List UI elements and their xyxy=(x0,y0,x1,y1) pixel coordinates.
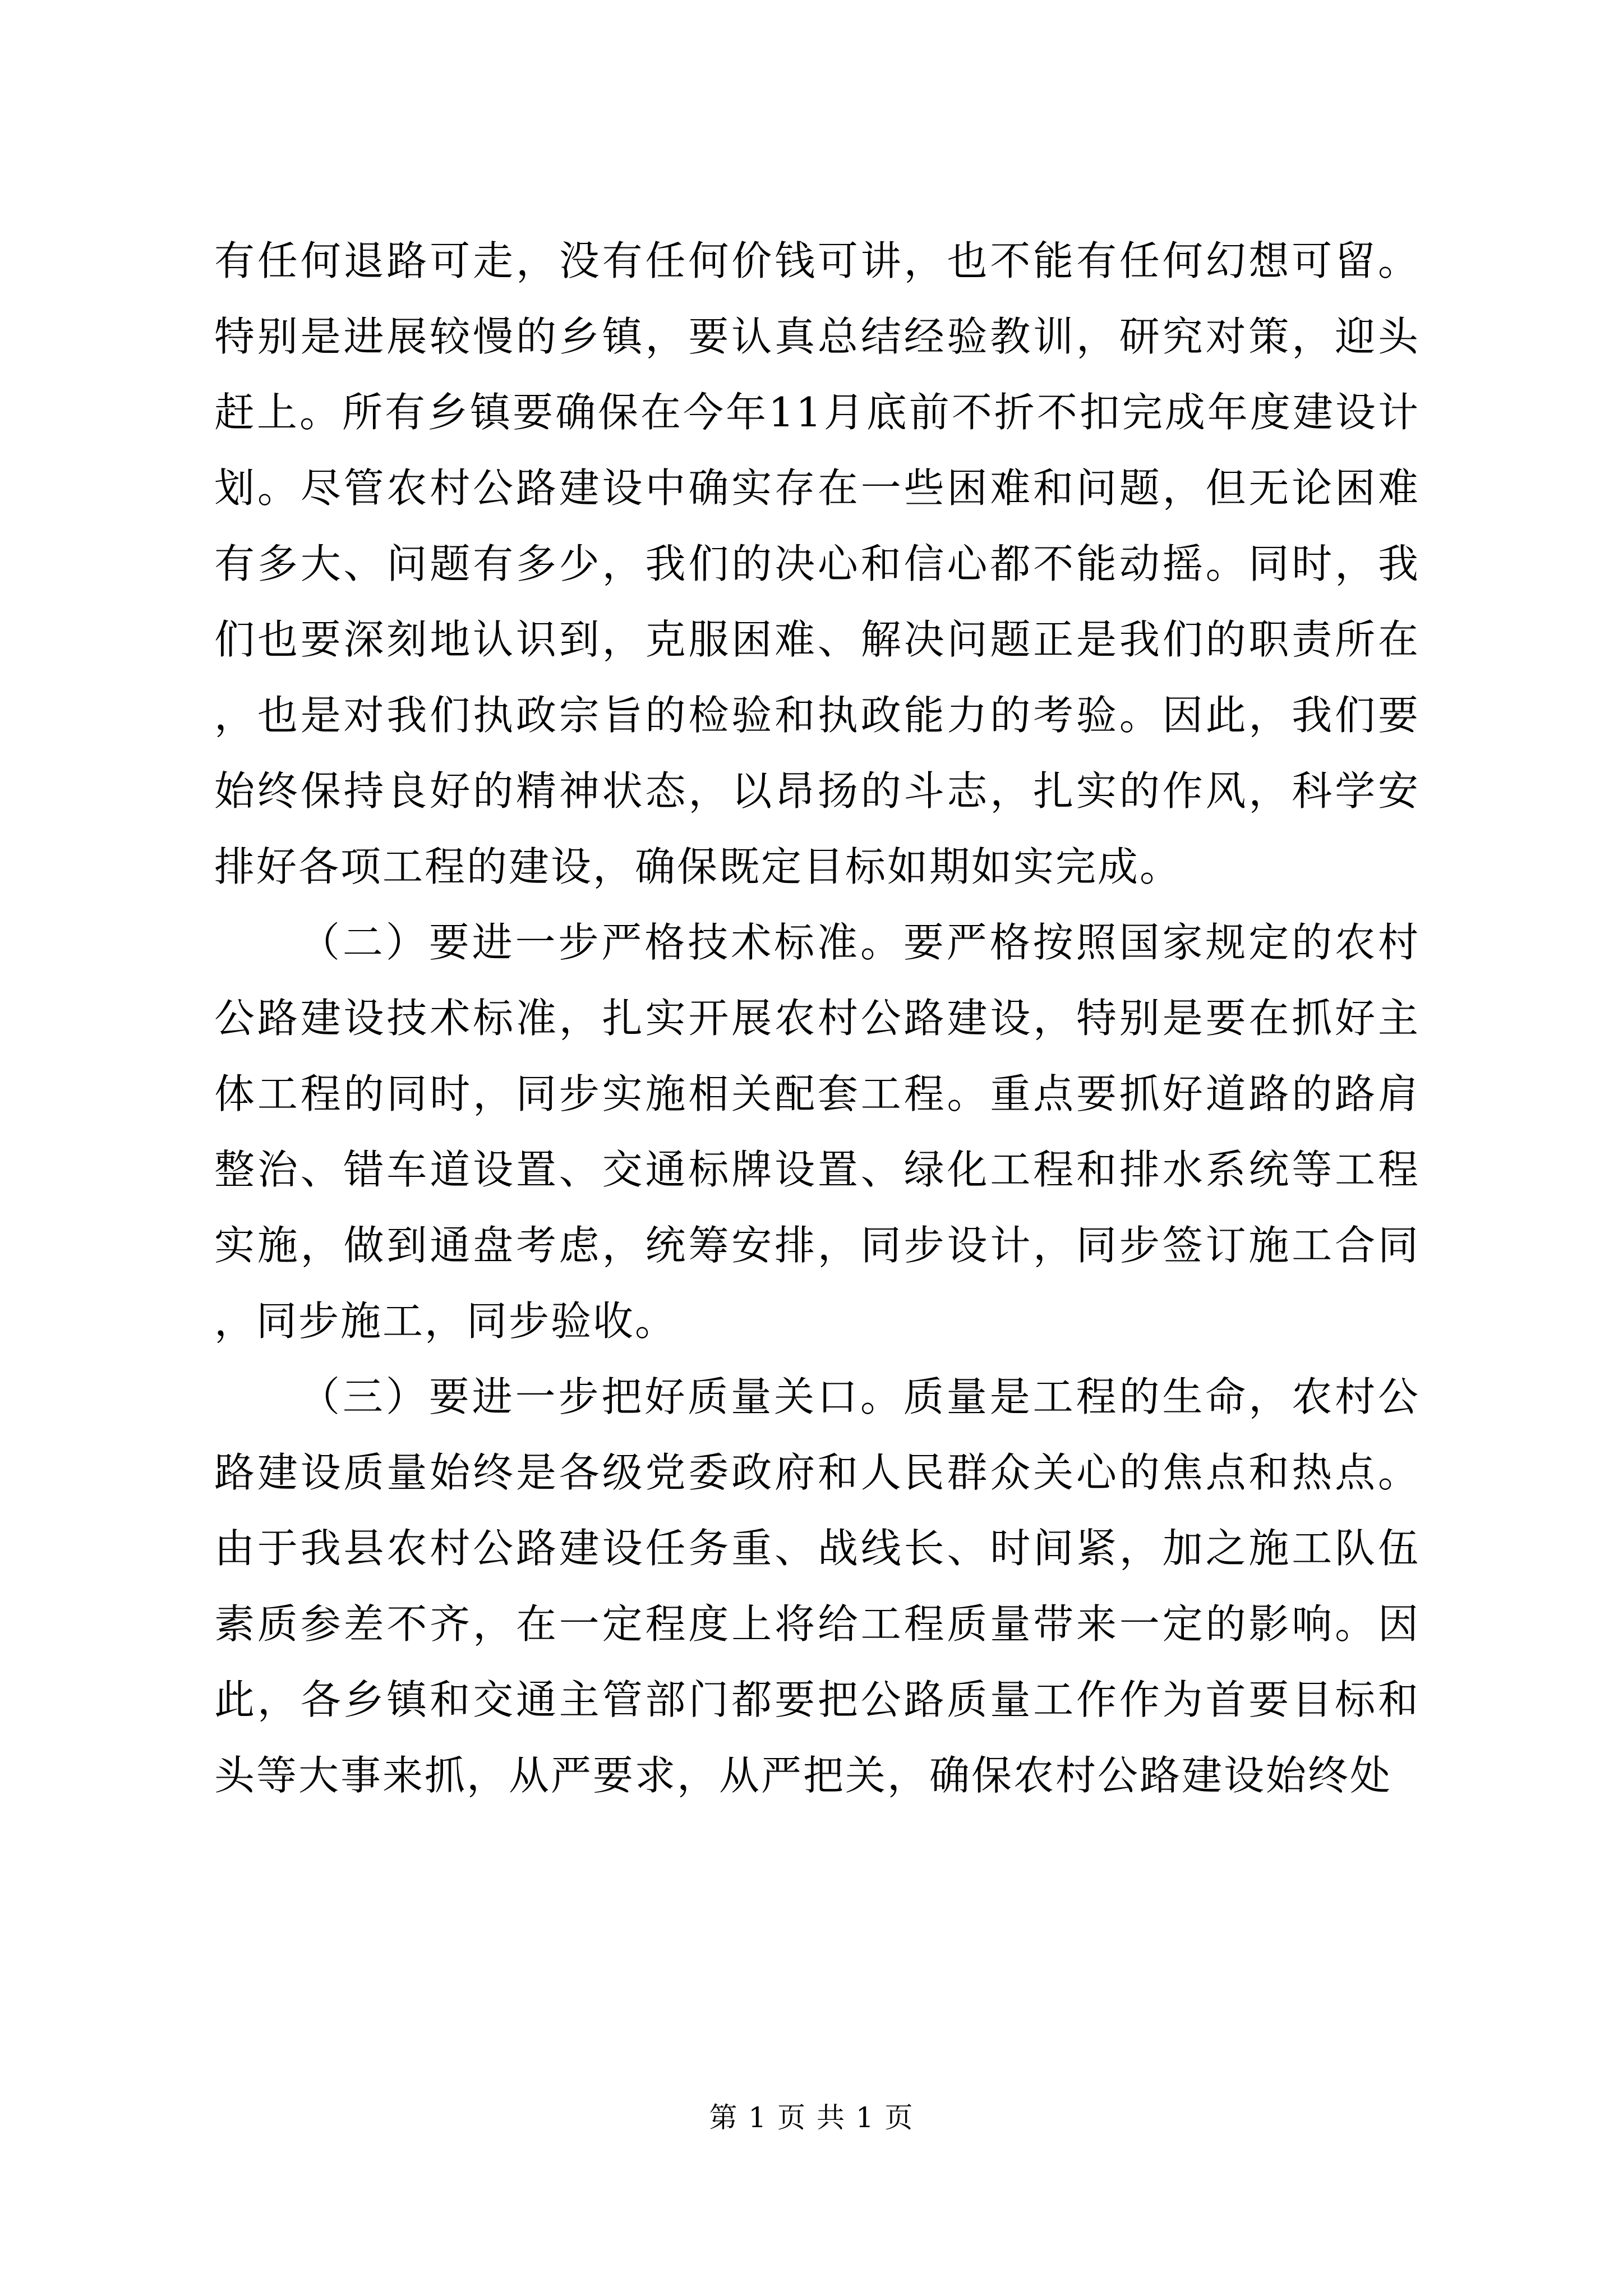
paragraph-continuation: 有任何退路可走，没有任何价钱可讲，也不能有任何幻想可留。特别是进展较慢的乡镇，要认真总结经验教训，研究对策，迎头赶上。所有乡镇要确保在今年11月底前不折不扣完成年度建设计划。尽管农村公路建设中确实存在一些困难和问题，但无论困难有多大、问题有多少，我们的决心和信心都不能动摇。同时，我们也要深刻地认识到，克服困难、解决问题正是我们的职责所在，也是对我们执政宗旨的检验和执政能力的考验。因此，我们要始终保持良好的精神状态，以昂扬的斗志，扎实的作风，科学安排好各项工程的建设，确保既定目标如期如实完成。 xyxy=(214,237,1420,890)
paragraph-technical-standards: （二）要进一步严格技术标准。要严格按照国家规定的农村公路建设技术标准，扎实开展农村公路建设，特别是要在抓好主体工程的同时，同步实施相关配套工程。重点要抓好道路的路肩整治、错车道设置、交通标牌设置、绿化工程和排水系统等工程实施，做到通盘考虑，统筹安排，同步设计，同步签订施工合同，同步施工，同步验收。 xyxy=(214,919,1420,1345)
document-body xyxy=(214,223,1420,1814)
page-footer: 第 1 页 共 1 页 xyxy=(709,2101,914,2134)
paragraph-quality-control: （三）要进一步把好质量关口。质量是工程的生命，农村公路建设质量始终是各级党委政府和人民群众关心的焦点和热点。由于我县农村公路建设任务重、战线长、时间紧，加之施工队伍素质参差不齐，在一定程度上将给工程质量带来一定的影响。因此，各乡镇和交通主管部门都要把公路质量工作作为首要目标和头等大事来抓，从严要求，从严把关，确保农村公路建设始终处 xyxy=(214,1373,1420,1799)
